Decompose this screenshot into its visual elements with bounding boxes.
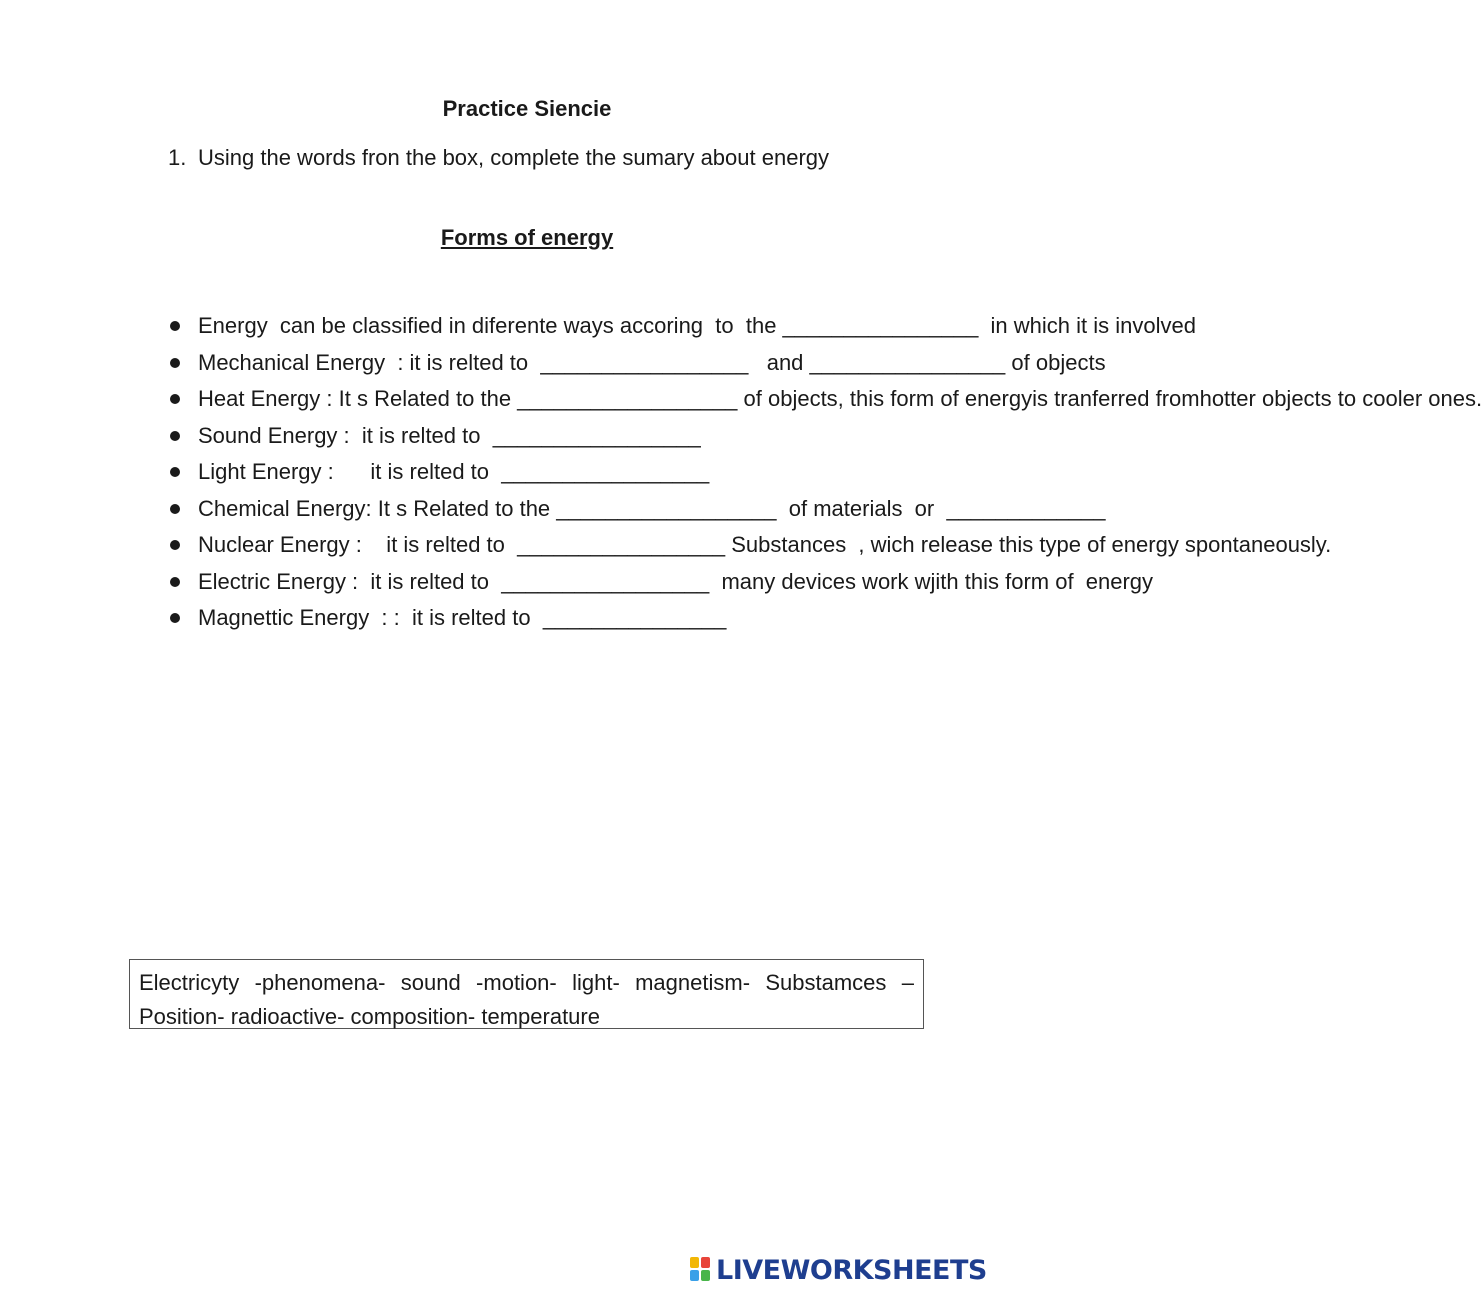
- bullet-light-energy: Light Energy : it is relted to _________________: [166, 455, 896, 490]
- question-number: 1.: [168, 145, 187, 170]
- bullet-dot-icon: [170, 394, 180, 404]
- bullet-magnetic-energy: Magnettic Energy : : it is relted to _______________: [166, 601, 896, 636]
- bullet-dot-icon: [170, 504, 180, 514]
- bullet-energy-classification: Energy can be classified in diferente ways accoring to the ________________ in which it is involved: [166, 309, 896, 344]
- question-text: Using the words fron the box, complete the sumary about energy: [198, 145, 830, 170]
- liveworksheets-logo: [690, 1252, 987, 1288]
- bullet-dot-icon: [170, 431, 180, 441]
- bullet-sound-energy: Sound Energy : it is relted to _________________: [166, 419, 896, 454]
- bullet-dot-icon: [170, 540, 180, 550]
- bullet-chemical-energy: Chemical Energy: It s Related to the __________________ of materials or _____________: [166, 492, 896, 527]
- page-title: Practice Siencie: [442, 96, 612, 121]
- section-title: Forms of energy: [440, 225, 614, 250]
- bullet-nuclear-energy: Nuclear Energy : it is relted to _________________ Substances , wich release this type of energy spontaneously.: [166, 528, 896, 563]
- logo-text: LIVEWORKSHEETS: [716, 1254, 987, 1286]
- question-1: [168, 141, 858, 175]
- bullet-dot-icon: [170, 321, 180, 331]
- bullet-heat-energy: Heat Energy : It s Related to the __________________ of objects, this form of energyis tranferred fromhotter objects to cooler ones.: [166, 382, 896, 417]
- word-bank-box: Electricyty -phenomena- sound -motion- light- magnetism- Substamces – Position- radioactive- composition- temperature: [129, 959, 924, 1029]
- energy-bullet-list: [166, 309, 1482, 638]
- liveworksheets-logo-icon: [690, 1257, 712, 1283]
- bullet-dot-icon: [170, 467, 180, 477]
- bullet-dot-icon: [170, 613, 180, 623]
- bullet-electric-energy: Electric Energy : it is relted to _________________ many devices work wjith this form of energy: [166, 565, 896, 600]
- bullet-dot-icon: [170, 358, 180, 368]
- bullet-mechanical-energy: Mechanical Energy : it is relted to _________________ and ________________ of objects: [166, 346, 896, 381]
- bullet-dot-icon: [170, 577, 180, 587]
